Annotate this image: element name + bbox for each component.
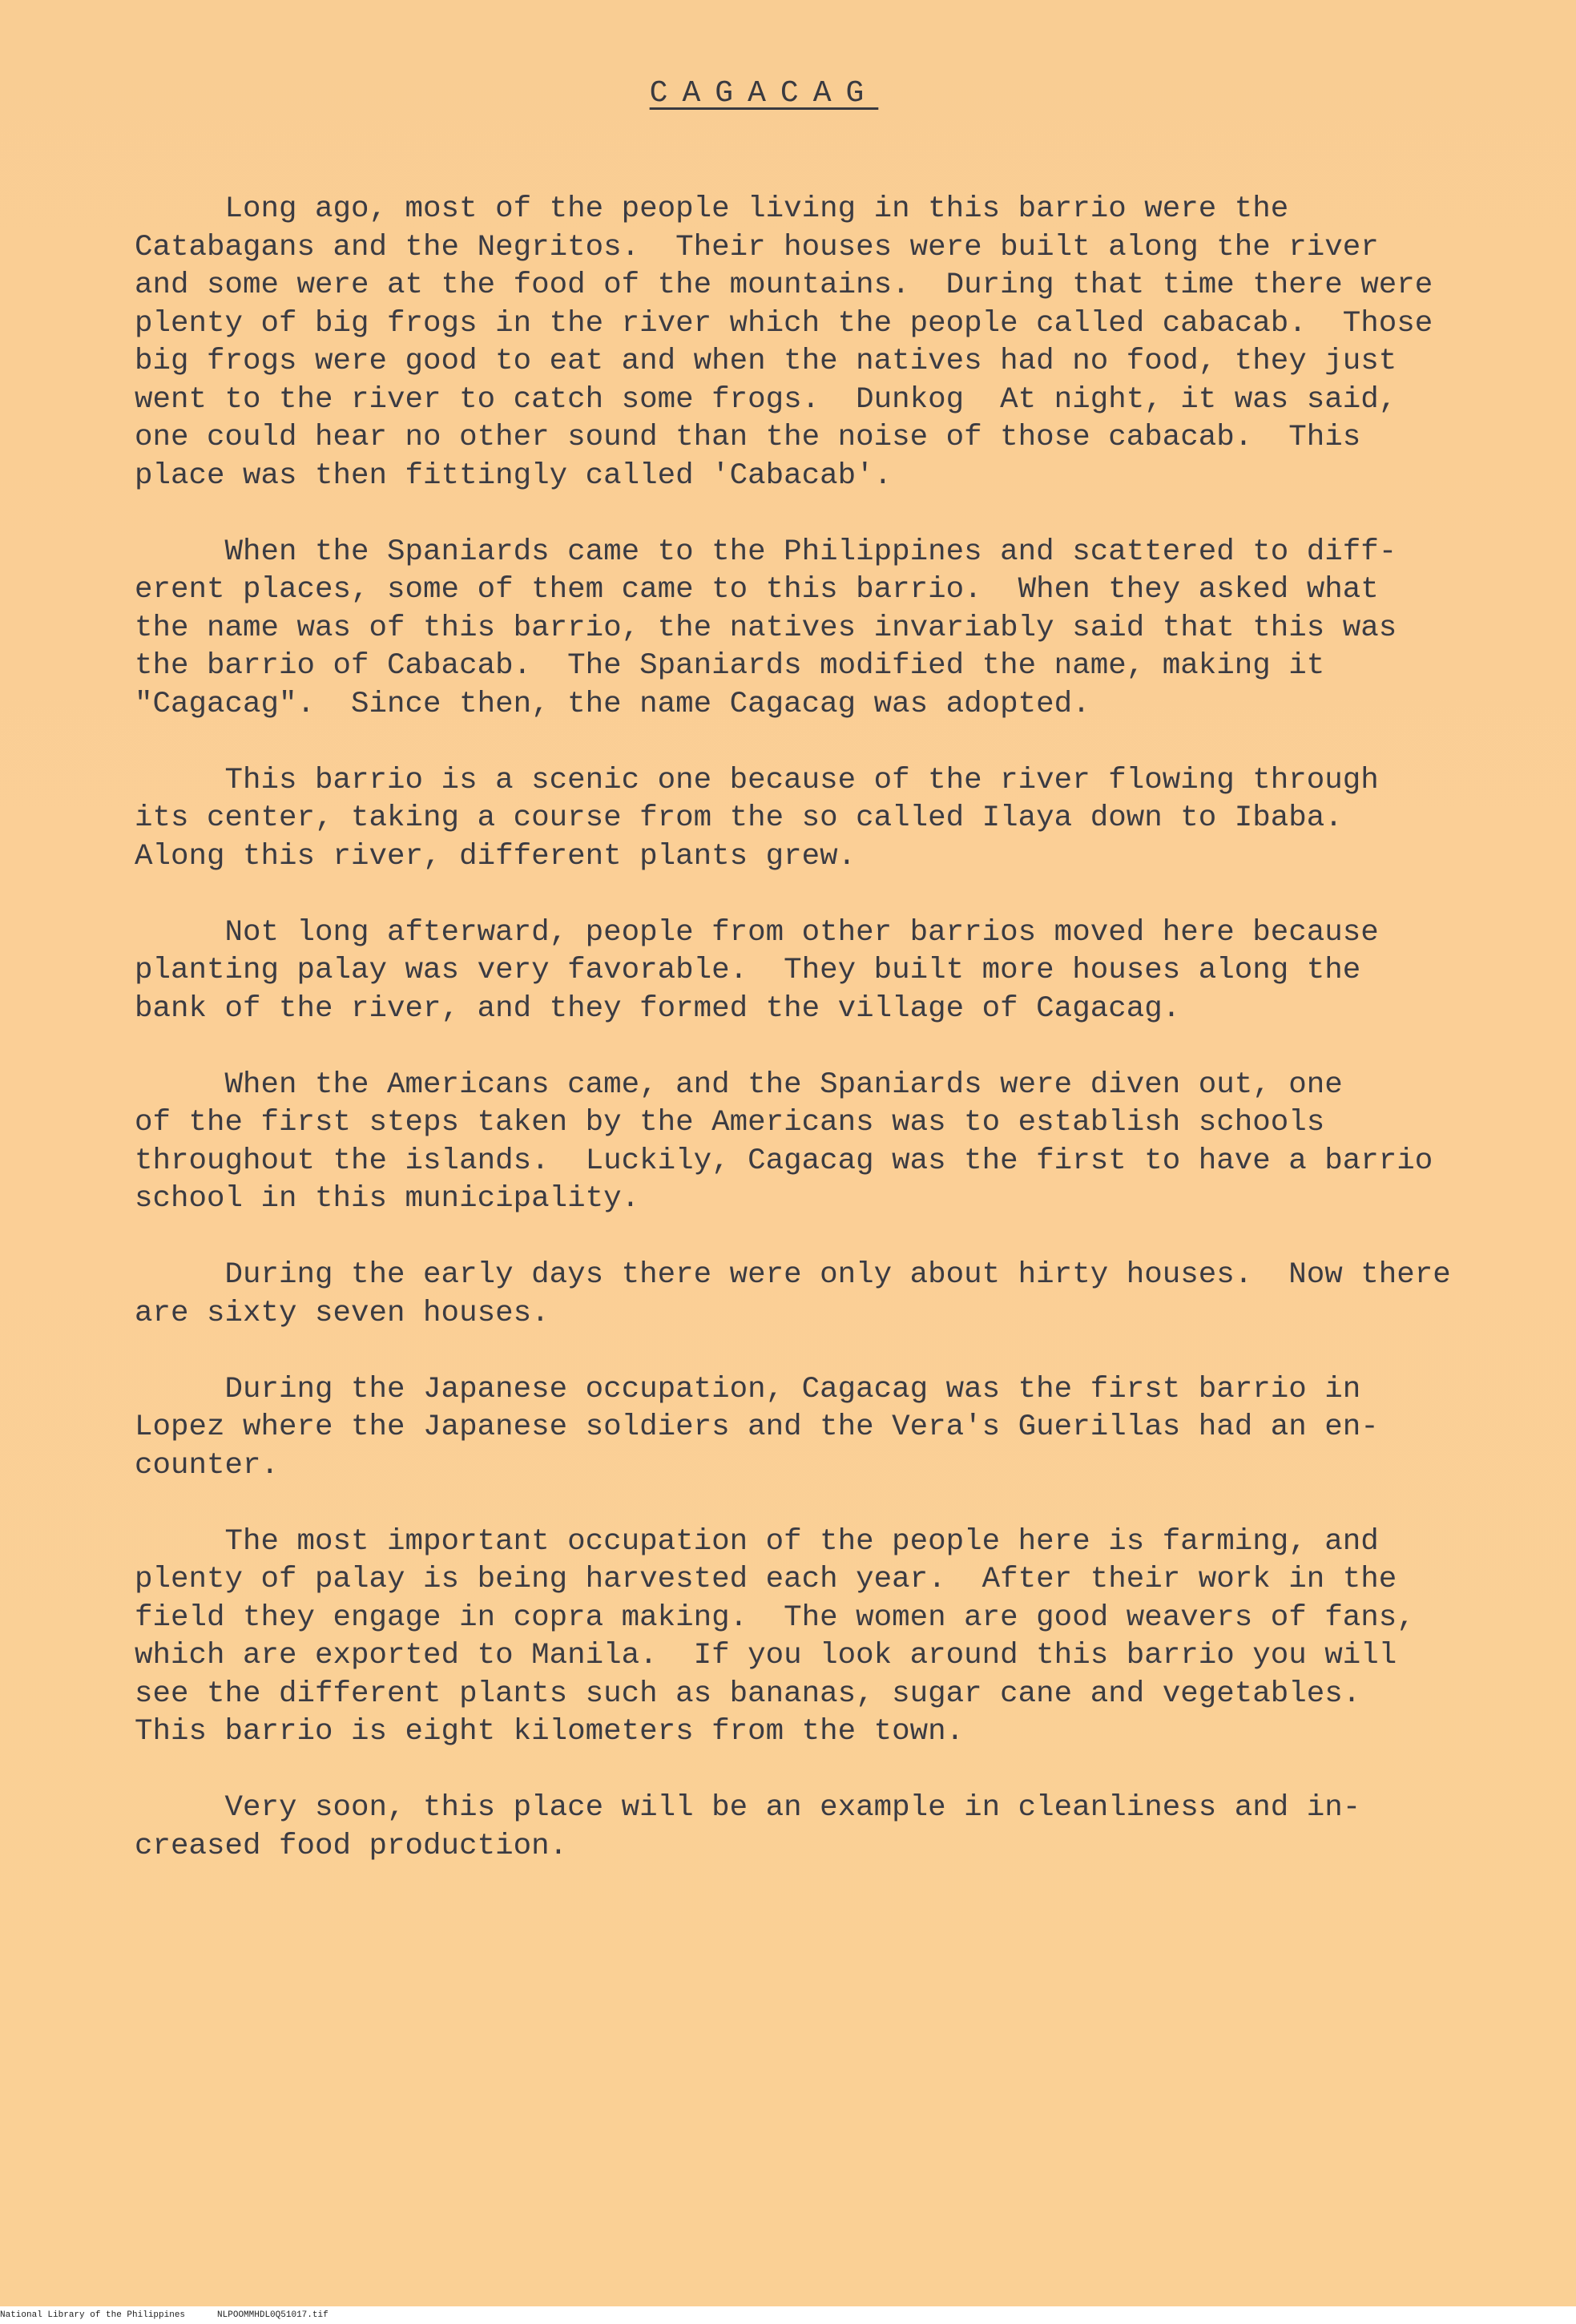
- footer-filename: NLPOOMMHDL0Q51017.tif: [217, 2310, 329, 2320]
- paragraph-7: During the Japanese occupation, Cagacag was the first barrio in Lopez where the Japanese soldiers and the Vera's Guerillas had an en- counter.: [135, 1372, 1379, 1483]
- paragraph-2: When the Spaniards came to the Philippines and scattered to diff- erent places, some of them came to this barrio. When they asked what the name was of this barrio, the natives invariably said that this was the barrio of Cabacab. The Spaniards modified the name, making it "Cagacag". Since then, the name Cagacag was adopted.: [135, 535, 1397, 721]
- document-body: [135, 191, 1529, 1904]
- page-title: CAGACAG: [649, 76, 879, 111]
- paragraph-8: The most important occupation of the people here is farming, and plenty of palay is being harvested each year. After their work in the field they engage in copra making. The women are good weavers of fans, which are exported to Manila. If you look around this barrio you will see the different plants such as bananas, sugar cane and vegetables. This barrio is eight kilometers from the town.: [135, 1524, 1415, 1749]
- paragraph-1: Long ago, most of the people living in this barrio were the Catabagans and the Negritos. Their houses were built along the river and some were at the food of the mountains. During that time there were plenty of big frogs in the river which the people called cabacab. Those big frogs were good to eat and when the natives had no food, they just went to the river to catch some frogs. Dunkog At night, it was said, one could hear no other sound than the noise of those cabacab. This place was then fittingly called 'Cabacab'.: [135, 192, 1433, 493]
- paragraph-6: During the early days there were only about hirty houses. Now there are sixty seven houses.: [135, 1258, 1451, 1330]
- paragraph-9: Very soon, this place will be an example in cleanliness and in- creased food production.: [135, 1791, 1361, 1863]
- scan-footer: [0, 2306, 1576, 2324]
- paragraph-4: Not long afterward, people from other barrios moved here because planting palay was very favorable. They built more houses along the bank of the river, and they formed the village of Cagacag.: [135, 915, 1379, 1026]
- paragraph-3: This barrio is a scenic one because of the river flowing through its center, taking a course from the so called Ilaya down to Ibaba. Along this river, different plants grew.: [135, 763, 1379, 874]
- paragraph-5: When the Americans came, and the Spaniards were diven out, one of the first steps taken by the Americans was to establish schools throughout the islands. Luckily, Cagacag was the first to have a barrio school in this municipality.: [135, 1067, 1433, 1216]
- footer-source: National Library of the Philippines: [0, 2310, 186, 2320]
